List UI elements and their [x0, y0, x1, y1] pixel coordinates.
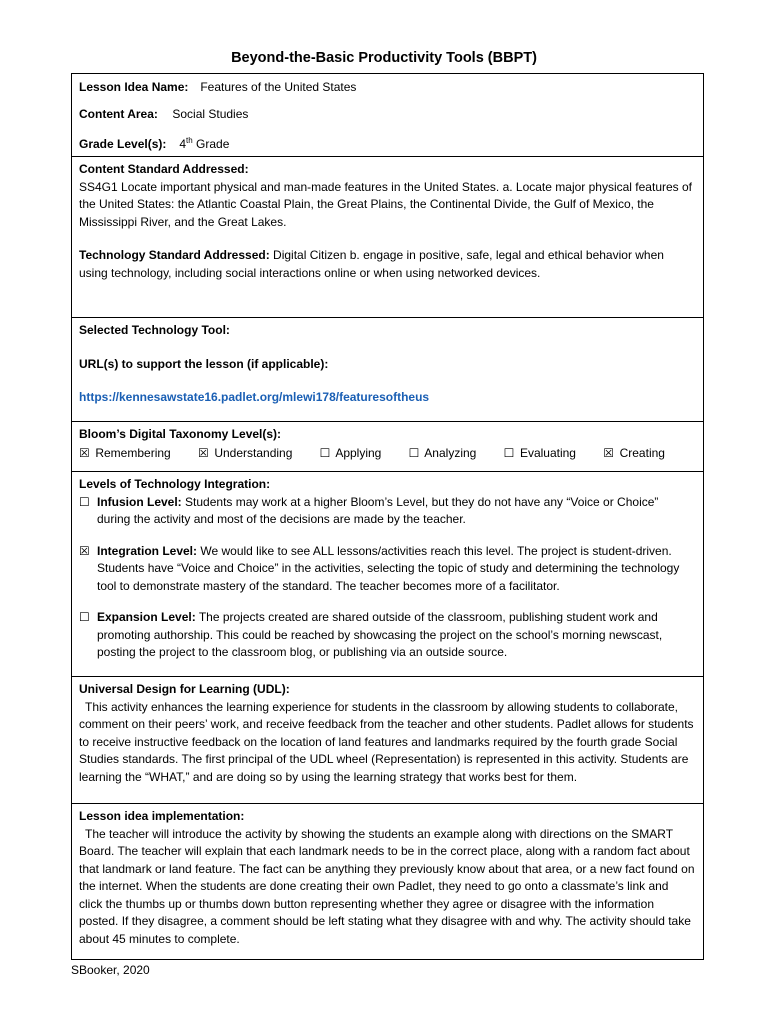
blooms-item-remembering [79, 445, 171, 463]
lesson-name-row [79, 79, 695, 97]
url-label: URL(s) to support the lesson (if applicable): [79, 356, 329, 371]
blooms-checkbox-list [79, 445, 695, 463]
content-standard-text: SS4G1 Locate important physical and man-made features in the United States. a. Locate major physical features of the United States: the Atlantic Coastal Plain, the Great Plains, the Continental Divide, the Gulf of Mexico, the Mississippi River, and the Great Lakes. [79, 179, 693, 229]
technology-standard-label: Technology Standard Addressed: [79, 248, 270, 262]
blooms-item-label: Understanding [214, 445, 293, 460]
integration-levels-cell [72, 472, 703, 677]
content-standard-label: Content Standard Addressed: [79, 162, 249, 176]
lesson-plan-table [71, 73, 704, 960]
blooms-item-label: Remembering [95, 445, 171, 460]
checkbox-unchecked-icon[interactable]: ☐ [319, 445, 331, 460]
checkbox-unchecked-icon[interactable]: ☐ [79, 610, 90, 624]
lesson-name-value: Features of the United States [200, 80, 357, 94]
integration-level-name: Integration Level: [97, 543, 198, 558]
integration-levels-label: Levels of Technology Integration: [79, 477, 271, 491]
checkbox-unchecked-icon[interactable]: ☐ [503, 445, 515, 460]
grade-level-label: Grade Level(s): [79, 137, 167, 151]
infusion-level-description: Students may work at a higher Bloom’s Level, but they do not have any “Voice or Choice” during the activity and most of the decisions are made by the teacher. [97, 494, 659, 526]
blooms-cell [72, 422, 703, 472]
expansion-level-name: Expansion Level: [97, 610, 196, 624]
checkbox-checked-icon[interactable]: ☒ [79, 543, 90, 558]
integration-level-text [97, 543, 695, 596]
blooms-item-analyzing [409, 445, 477, 463]
padlet-url-link[interactable]: https://kennesawstate16.padlet.org/mlewi178/featuresoftheus [79, 390, 430, 404]
standards-cell [72, 157, 703, 318]
technology-tool-cell [72, 318, 703, 422]
lesson-name-label: Lesson Idea Name: [79, 80, 189, 94]
lesson-info-cell [72, 74, 703, 157]
checkbox-unchecked-icon[interactable]: ☐ [408, 445, 420, 460]
udl-label: Universal Design for Learning (UDL): [79, 682, 290, 696]
technology-standard [79, 247, 695, 282]
content-area-row [79, 106, 695, 124]
infusion-level-name: Infusion Level: [97, 494, 182, 509]
blooms-item-label: Evaluating [519, 445, 576, 460]
expansion-level-description: The projects created are shared outside of the classroom, publishing student work and promoting authorship. This could be reached by showcasing the project on the school’s morning newscast, posting the project to the classroom blog, or publishing via an outside source. [97, 610, 663, 659]
expansion-level [79, 609, 695, 662]
expansion-level-text [97, 609, 695, 662]
integration-level-description: We would like to see ALL lessons/activities reach this level. The project is student-driven. Students have “Voice and Choice” in the activities, selecting the topic of study and determining the technology tool to demonstrate mastery of the standard. The teacher becomes more of a facilitator. [97, 543, 680, 593]
checkbox-checked-icon[interactable]: ☒ [197, 445, 209, 460]
document-title: Beyond-the-Basic Productivity Tools (BBPT) [231, 50, 537, 66]
udl-text: This activity enhances the learning experience for students in the classroom by allowing students to collaborate, comment on their peers’ work, and receive feedback from the teacher and other students. Padlet allows for students to receive instructive feedback on the location of land features and landmarks required by the fourth grade Social Studies standards. The first principal of the UDL wheel (Representation) is represented in this activity. Students are learning the “WHAT,” and are doing so by using the learning strategy that works best for them. [79, 699, 694, 784]
checkbox-checked-icon[interactable]: ☒ [79, 445, 90, 460]
implementation-text: The teacher will introduce the activity by showing the students an example along with directions on the SMART Board. The teacher will explain that each landmark needs to be in the correct place, along with a random fact about that landmark or land feature. The fact can be anything they previously know about that area, or a new fact found on the internet. When the students are done creating their own Padlet, they need to go onto a classmate’s link and click the thumbs up or thumbs down button representing whether they agree or disagree with the information posted. If they disagree, a comment should be left stating what they disagree with and why. The activity should take about 45 minutes to complete. [79, 826, 695, 946]
blooms-item-label: Creating [619, 445, 665, 460]
grade-level-word: Grade [196, 137, 230, 151]
technology-tool-label: Selected Technology Tool: [79, 323, 230, 337]
blooms-item-applying [320, 445, 382, 463]
checkbox-unchecked-icon[interactable]: ☐ [79, 494, 90, 509]
blooms-label: Bloom’s Digital Taxonomy Level(s): [79, 427, 282, 441]
grade-level-number: 4 [179, 137, 187, 151]
checkbox-checked-icon[interactable]: ☒ [603, 445, 615, 460]
blooms-item-label: Analyzing [424, 445, 477, 460]
content-area-label: Content Area: [79, 106, 158, 121]
udl-cell [72, 677, 703, 804]
implementation-label: Lesson idea implementation: [79, 809, 245, 823]
blooms-item-evaluating [504, 445, 576, 463]
grade-level-suffix: th [186, 136, 193, 145]
blooms-item-label: Applying [335, 445, 382, 460]
blooms-item-creating [603, 445, 665, 463]
infusion-level [79, 494, 695, 529]
footer-credit: SBooker, 2020 [71, 963, 150, 977]
technology-standard-text: Digital Citizen b. engage in positive, safe, legal and ethical behavior when using technology, including social interactions online or when using networked devices. [79, 248, 664, 280]
content-area-value: Social Studies [172, 106, 249, 121]
grade-level-row [79, 132, 695, 154]
infusion-level-text [97, 494, 695, 529]
blooms-item-understanding [198, 445, 292, 463]
implementation-cell [72, 804, 703, 959]
integration-level [79, 543, 695, 596]
